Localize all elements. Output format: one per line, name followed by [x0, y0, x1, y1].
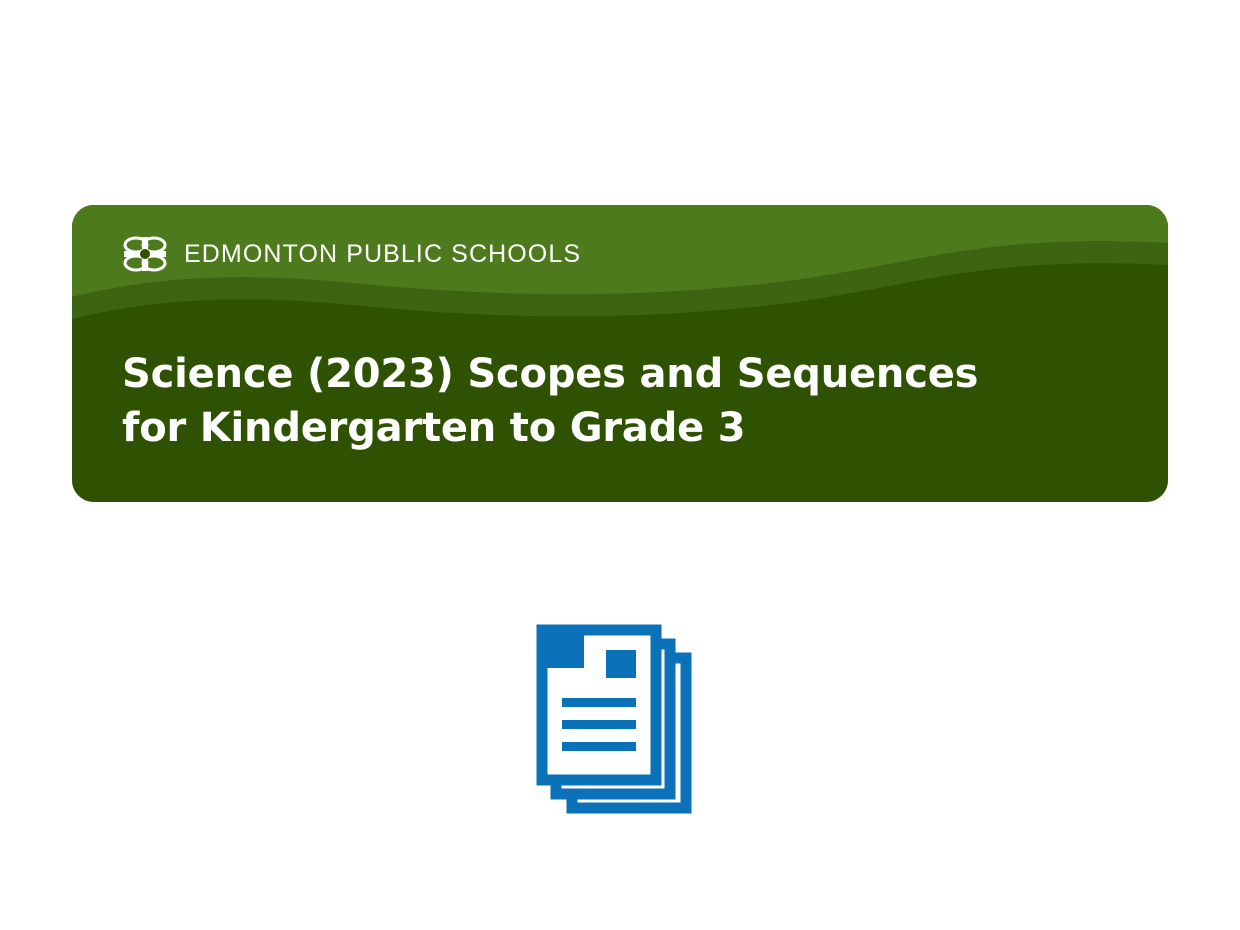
page-title-line-1: Science (2023) Scopes and Sequences [122, 351, 979, 397]
logo-lockup [120, 232, 581, 276]
documents-icon-container [528, 620, 713, 820]
title-banner [72, 205, 1168, 502]
documents-stack-icon [528, 620, 713, 820]
page-title [122, 347, 1122, 455]
logo-text: EDMONTON PUBLIC SCHOOLS [184, 239, 582, 268]
page-title-line-2: for Kindergarten to Grade 3 [122, 405, 746, 451]
edmonton-public-schools-logo-icon [120, 233, 170, 275]
